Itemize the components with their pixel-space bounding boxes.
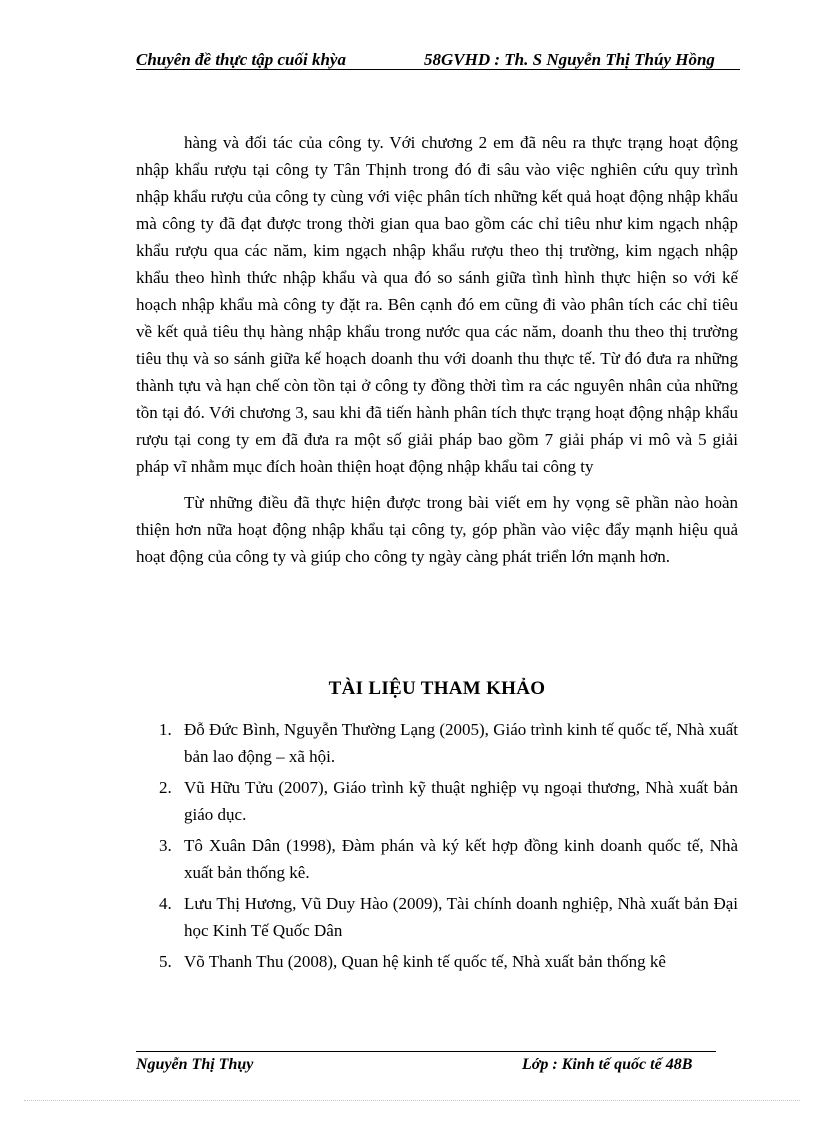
reference-text: Võ Thanh Thu (2008), Quan hệ kinh tế quốc tế, Nhà xuất bản thống kê (184, 952, 666, 971)
reference-number: 3. (159, 836, 172, 855)
header-advisor: 58GVHD : Th. S Nguyễn Thị Thúy Hồng (424, 50, 715, 69)
body-text (136, 129, 738, 570)
footer-divider (136, 1051, 716, 1052)
footer-author: Nguyễn Thị Thụy (136, 1056, 254, 1073)
footer-class: Lớp : Kinh tế quốc tế 48B (522, 1056, 693, 1073)
reference-text: Đỗ Đức Bình, Nguyễn Thường Lạng (2005), Giáo trình kinh tế quốc tế, Nhà xuất bản lao động – xã hội. (184, 720, 738, 766)
paragraph: hàng và đối tác của công ty. Với chương 2 em đã nêu ra thực trạng hoạt động nhập khẩu rượu tại công ty Tân Thịnh trong đó đi sâu vào việc nghiên cứu quy trình nhập khẩu rượu của công ty cùng với việc phân tích những kết quả hoạt động nhập khẩu mà công ty đã đạt được trong thời gian qua bao gồm các chỉ tiêu như kim ngạch nhập khẩu rượu qua các năm, kim ngạch nhập khẩu rượu theo thị trường, kim ngạch nhập khẩu theo hình thức nhập khẩu và qua đó so sánh giữa tình hình thực hiện so với kế hoạch nhập khẩu mà công ty đặt ra. Bên cạnh đó em cũng đi vào phân tích các chỉ tiêu về kết quả tiêu thụ hàng nhập khẩu trong nước qua các năm, doanh thu theo thị trường tiêu thụ và so sánh giữa kế hoạch doanh thu với doanh thu thực tế. Từ đó đưa ra những thành tựu và hạn chế còn tồn tại ở công ty đồng thời tìm ra các nguyên nhân của những tồn tại đó. Với chương 3, sau khi đã tiến hành phân tích thực trạng hoạt động nhập khẩu rượu tại cong ty em đã đưa ra một số giải pháp bao gồm 7 giải pháp vi mô và 5 giải pháp vĩ nhằm mục đích hoàn thiện hoạt động nhập khẩu tai công ty (136, 133, 738, 476)
reference-number: 4. (159, 894, 172, 913)
reference-text: Vũ Hữu Tửu (2007), Giáo trình kỹ thuật nghiệp vụ ngoại thương, Nhà xuất bản giáo dục. (184, 778, 738, 824)
reference-item (136, 716, 738, 770)
header-divider (136, 69, 740, 70)
reference-number: 2. (159, 778, 172, 797)
references-title: TÀI LIỆU THAM KHẢO (328, 678, 546, 699)
reference-item (136, 774, 738, 828)
page-boundary-line (24, 1100, 800, 1101)
reference-number: 5. (159, 952, 172, 971)
reference-text: Lưu Thị Hương, Vũ Duy Hào (2009), Tài chính doanh nghiệp, Nhà xuất bản Đại học Kinh Tế Quốc Dân (184, 894, 738, 940)
reference-item (136, 890, 738, 944)
reference-item (136, 832, 738, 886)
reference-number: 1. (159, 720, 172, 739)
header-title: Chuyên đề thực tập cuối khỳa (136, 50, 346, 69)
reference-text: Tô Xuân Dân (1998), Đàm phán và ký kết hợp đồng kinh doanh quốc tế, Nhà xuất bản thống kê. (184, 836, 738, 882)
references-list (136, 716, 738, 979)
paragraph: Từ những điều đã thực hiện được trong bài viết em hy vọng sẽ phần nào hoàn thiện hơn nữa hoạt động nhập khẩu tại công ty, góp phần vào việc đẩy mạnh hiệu quả hoạt động của công ty và giúp cho công ty ngày càng phát triển lớn mạnh hơn. (136, 493, 738, 566)
reference-item (136, 948, 738, 975)
